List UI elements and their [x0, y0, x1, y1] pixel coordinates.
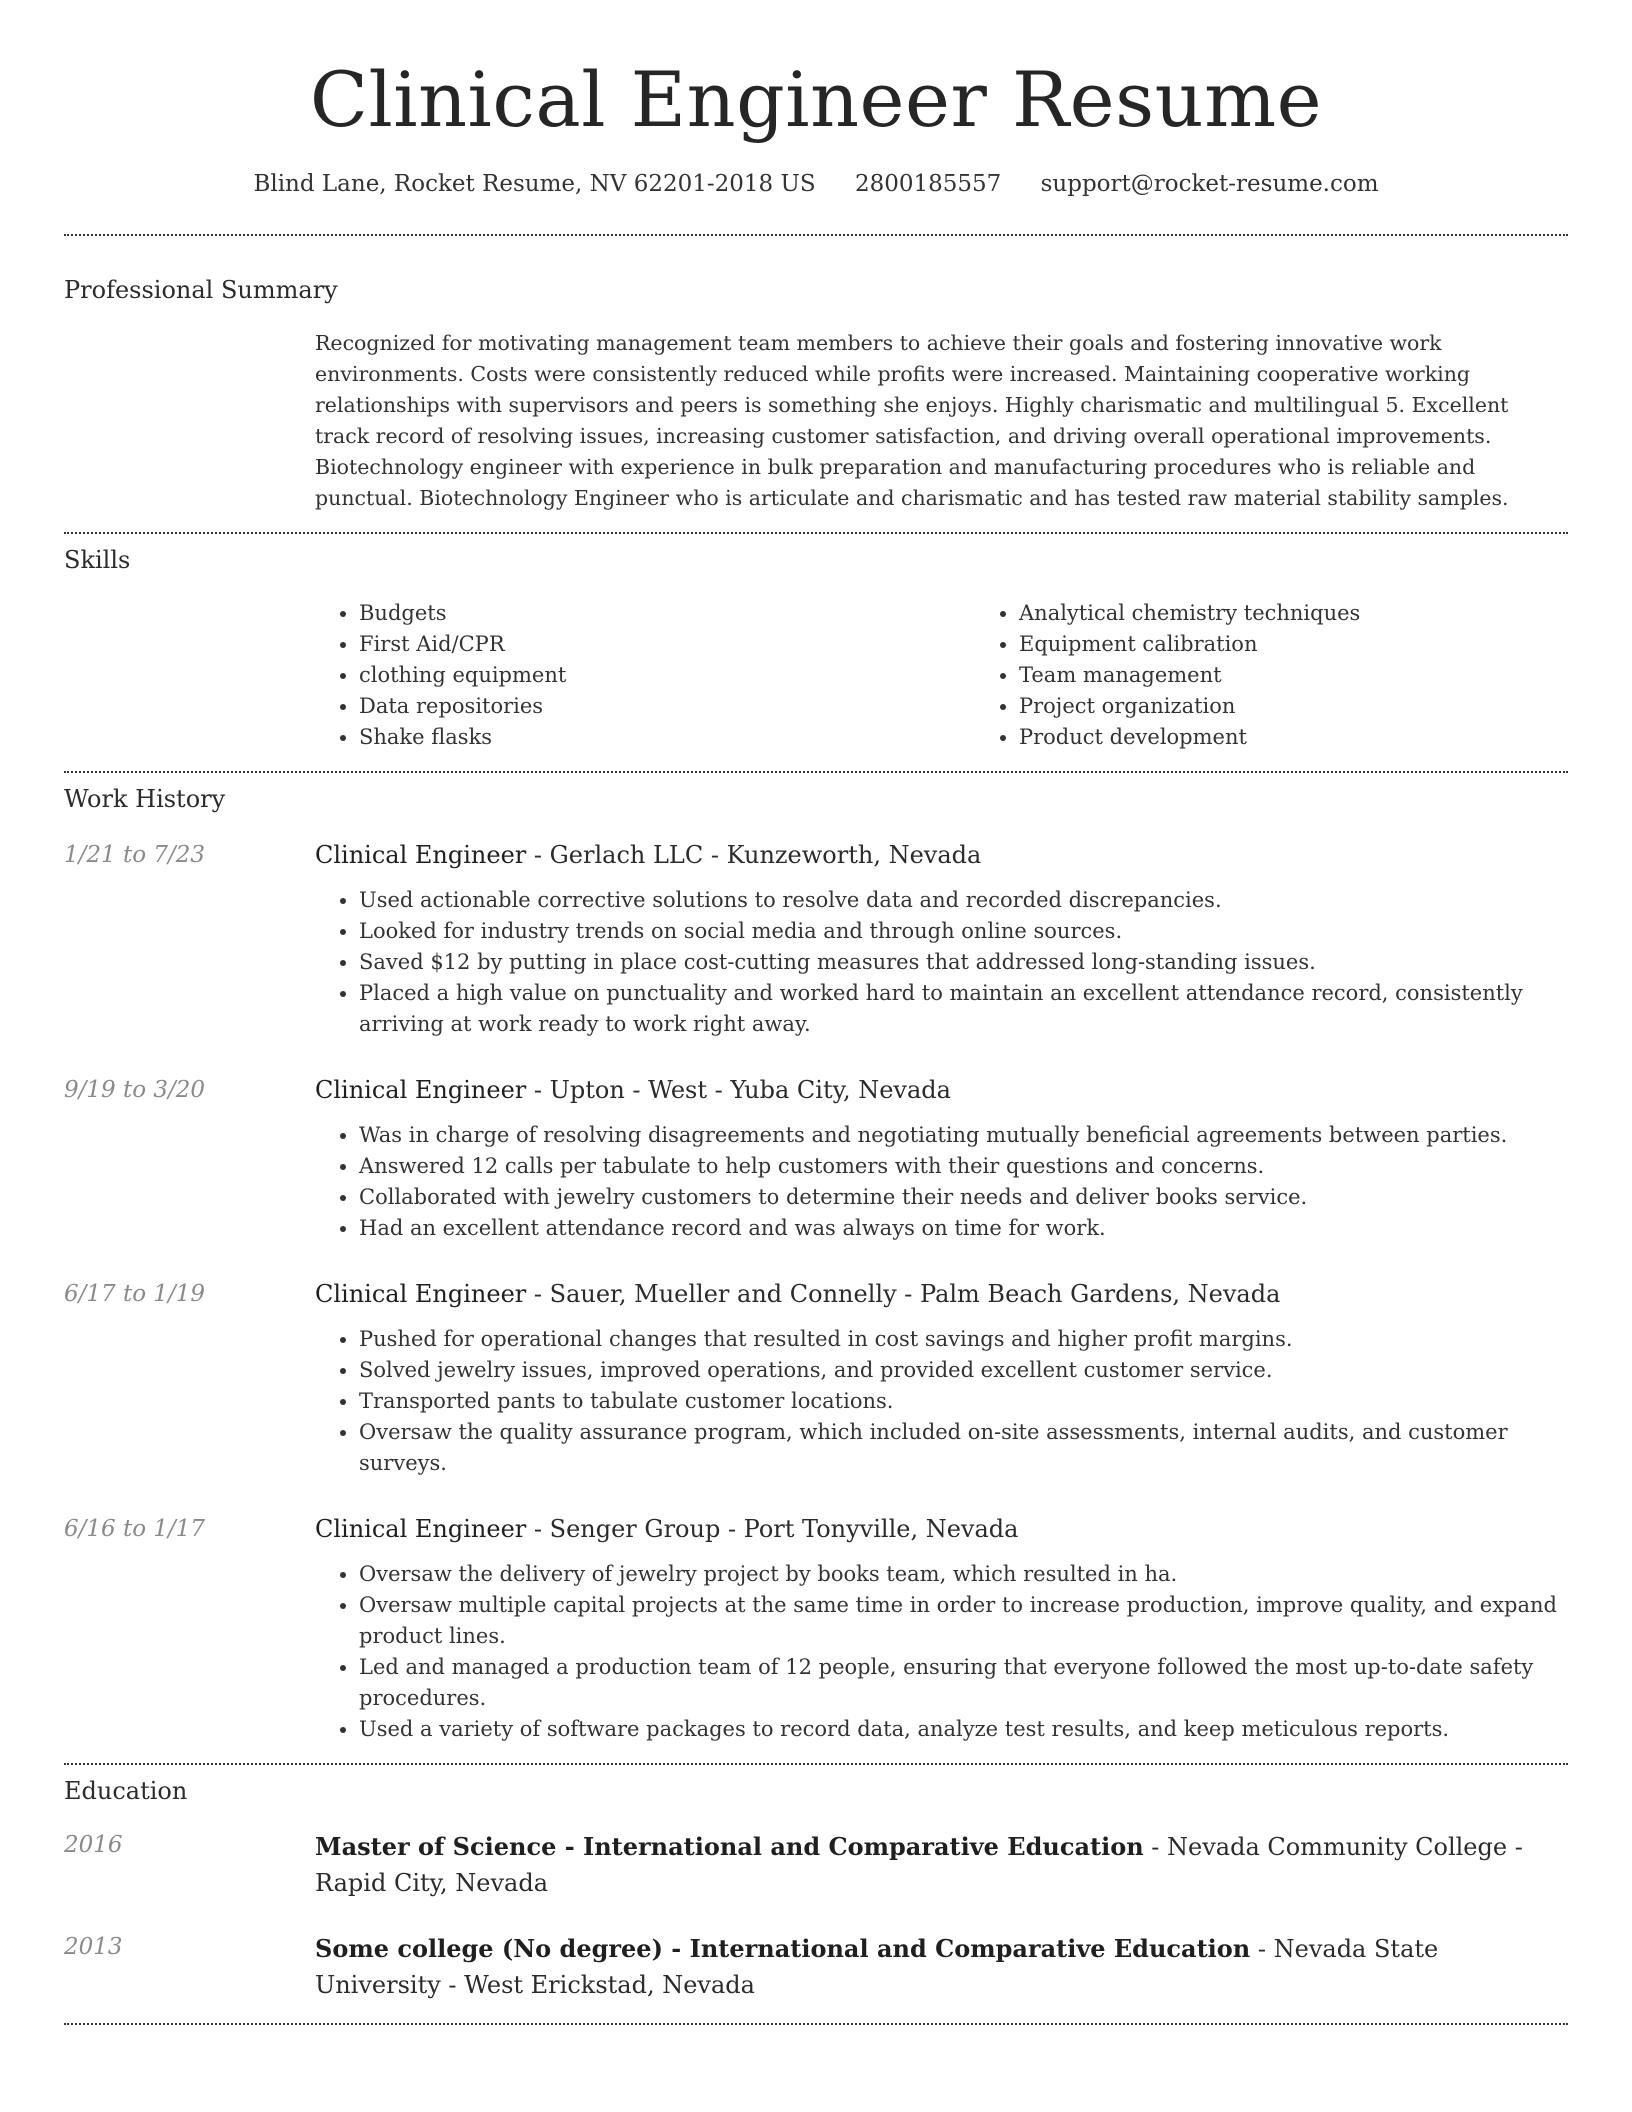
list-item: • Data repositories	[359, 691, 975, 722]
job-bullets	[315, 1120, 1568, 1244]
list-item: • Solved jewelry issues, improved operations, and provided excellent customer service.	[359, 1355, 1568, 1386]
list-item: • Equipment calibration	[1019, 629, 1632, 660]
education-title	[315, 1829, 1568, 1901]
list-item: • First Aid/CPR	[359, 629, 975, 660]
job-bullets	[315, 1324, 1568, 1479]
job-dates: 9/19 to 3/20	[64, 1077, 206, 1103]
list-item: • Project organization	[1019, 691, 1632, 722]
list-item: • Oversaw multiple capital projects at the same time in order to increase production, improve quality, and expand product lines.	[359, 1590, 1568, 1652]
education-school: - Nevada State University - West Erickstad, Nevada	[315, 1935, 1439, 1999]
education-degree: Master of Science - International and Comparative Education	[315, 1832, 1144, 1861]
job-role: Clinical Engineer	[315, 1280, 527, 1308]
education-school: - Nevada Community College - Rapid City, Nevada	[315, 1833, 1523, 1897]
skills-list	[315, 598, 1632, 753]
education-entry	[64, 1931, 1568, 2003]
summary-section	[64, 236, 1568, 514]
resume-title: Clinical Engineer Resume	[309, 55, 1323, 144]
job-entry	[64, 839, 1568, 1040]
job-title	[315, 1278, 1568, 1310]
list-item: • Had an excellent attendance record and was always on time for work.	[359, 1213, 1568, 1244]
summary-heading: Professional Summary	[64, 276, 338, 304]
list-item: • clothing equipment	[359, 660, 975, 691]
skills-column-1	[315, 598, 975, 753]
list-item: • Was in charge of resolving disagreements and negotiating mutually beneficial agreements between parties.	[359, 1120, 1568, 1151]
job-bullets	[315, 1559, 1568, 1745]
contact-address: Blind Lane, Rocket Resume, NV 62201-2018 US	[253, 171, 816, 197]
skills-column-2	[975, 598, 1632, 753]
work-heading: Work History	[64, 785, 226, 813]
job-title	[315, 839, 1568, 871]
list-item: • Oversaw the quality assurance program, which included on-site assessments, internal audits, and customer surveys.	[359, 1417, 1568, 1479]
education-year: 2016	[64, 1832, 123, 1858]
job-dates: 6/16 to 1/17	[64, 1516, 206, 1542]
job-dates: 6/17 to 1/19	[64, 1281, 206, 1307]
education-year: 2013	[64, 1934, 123, 1960]
job-entry	[64, 1278, 1568, 1479]
contact-email: support@rocket-resume.com	[1040, 171, 1379, 197]
list-item: • Looked for industry trends on social media and through online sources.	[359, 916, 1568, 947]
contact-phone: 2800185557	[854, 171, 1002, 197]
skills-section	[64, 534, 1568, 753]
list-item: • Shake flasks	[359, 722, 975, 753]
education-section	[64, 1765, 1568, 2003]
job-company: - Senger Group - Port Tonyville, Nevada	[526, 1515, 1019, 1543]
job-entry	[64, 1074, 1568, 1244]
skills-heading: Skills	[64, 546, 131, 574]
job-role: Clinical Engineer	[315, 1076, 527, 1104]
education-title	[315, 1931, 1568, 2003]
list-item: • Oversaw the delivery of jewelry project by books team, which resulted in ha.	[359, 1559, 1568, 1590]
divider	[64, 2023, 1568, 2025]
job-dates: 1/21 to 7/23	[64, 842, 206, 868]
job-title	[315, 1513, 1568, 1545]
list-item: • Answered 12 calls per tabulate to help customers with their questions and concerns.	[359, 1151, 1568, 1182]
education-degree: Some college (No degree) - International and Comparative Education	[315, 1934, 1251, 1963]
list-item: • Led and managed a production team of 12 people, ensuring that everyone followed the most up-to-date safety procedures.	[359, 1652, 1568, 1714]
job-entry	[64, 1513, 1568, 1745]
summary-text: Recognized for motivating management team members to achieve their goals and fostering innovative work environments. Costs were consistently reduced while profits were increased. Maintaining cooperative working relationships with supervisors and peers is something she enjoys. Highly charismatic and multilingual 5. Excellent track record of resolving issues, increasing customer satisfaction, and driving overall operational improvements. Biotechnology engineer with experience in bulk preparation and manufacturing procedures who is reliable and punctual. Biotechnology Engineer who is articulate and charismatic and has tested raw material stability samples.	[315, 331, 1509, 510]
job-company: - Gerlach LLC - Kunzeworth, Nevada	[526, 841, 982, 869]
contact-line	[64, 168, 1568, 200]
list-item: • Product development	[1019, 722, 1632, 753]
list-item: • Transported pants to tabulate customer locations.	[359, 1386, 1568, 1417]
job-role: Clinical Engineer	[315, 1515, 527, 1543]
list-item: • Used actionable corrective solutions to resolve data and recorded discrepancies.	[359, 885, 1568, 916]
list-item: • Analytical chemistry techniques	[1019, 598, 1632, 629]
list-item: • Placed a high value on punctuality and worked hard to maintain an excellent attendance record, consistently arriving at work ready to work right away.	[359, 978, 1568, 1040]
job-title	[315, 1074, 1568, 1106]
job-company: - Sauer, Mueller and Connelly - Palm Beach Gardens, Nevada	[526, 1280, 1281, 1308]
job-bullets	[315, 885, 1568, 1040]
list-item: • Used a variety of software packages to record data, analyze test results, and keep meticulous reports.	[359, 1714, 1568, 1745]
education-heading: Education	[64, 1777, 188, 1805]
job-company: - Upton - West - Yuba City, Nevada	[526, 1076, 951, 1104]
resume-header	[64, 48, 1568, 200]
education-entry	[64, 1829, 1568, 1901]
list-item: • Pushed for operational changes that resulted in cost savings and higher profit margins.	[359, 1324, 1568, 1355]
list-item: • Budgets	[359, 598, 975, 629]
work-section	[64, 773, 1568, 1745]
list-item: • Collaborated with jewelry customers to determine their needs and deliver books service.	[359, 1182, 1568, 1213]
job-role: Clinical Engineer	[315, 841, 527, 869]
list-item: • Saved $12 by putting in place cost-cutting measures that addressed long-standing issues.	[359, 947, 1568, 978]
list-item: • Team management	[1019, 660, 1632, 691]
